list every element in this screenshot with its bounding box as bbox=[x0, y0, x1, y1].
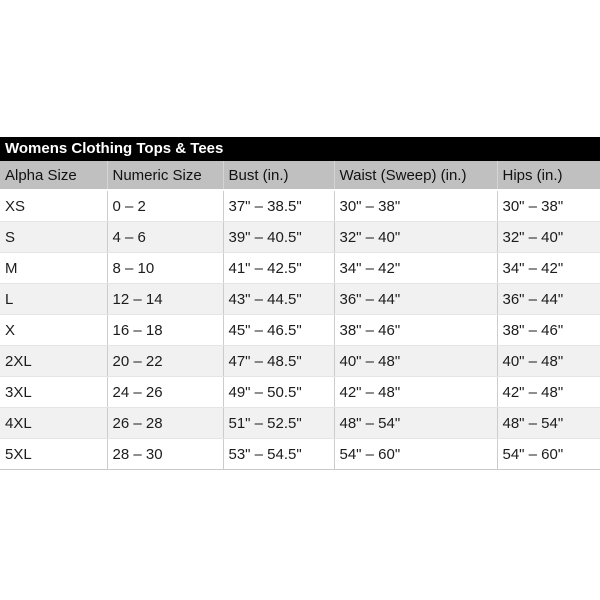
hips-cell: 36" – 44" bbox=[497, 284, 600, 315]
column-header-hips: Hips (in.) bbox=[497, 161, 600, 190]
hips-cell: 30" – 38" bbox=[497, 190, 600, 222]
bust-cell: 45" – 46.5" bbox=[223, 315, 334, 346]
hips-cell: 40" – 48" bbox=[497, 346, 600, 377]
table-row bbox=[0, 439, 600, 470]
table-row bbox=[0, 377, 600, 408]
bust-cell: 43" – 44.5" bbox=[223, 284, 334, 315]
bust-cell: 53" – 54.5" bbox=[223, 439, 334, 470]
hips-cell: 54" – 60" bbox=[497, 439, 600, 470]
table-row bbox=[0, 190, 600, 222]
alpha-cell: X bbox=[0, 315, 107, 346]
waist-cell: 30" – 38" bbox=[334, 190, 497, 222]
size-chart-title: Womens Clothing Tops & Tees bbox=[0, 137, 600, 161]
table-row bbox=[0, 284, 600, 315]
table-row bbox=[0, 315, 600, 346]
size-chart-body bbox=[0, 190, 600, 470]
size-chart-header bbox=[0, 161, 600, 190]
header-row bbox=[0, 161, 600, 190]
waist-cell: 36" – 44" bbox=[334, 284, 497, 315]
table-row bbox=[0, 222, 600, 253]
bust-cell: 47" – 48.5" bbox=[223, 346, 334, 377]
numeric-cell: 12 – 14 bbox=[107, 284, 223, 315]
numeric-cell: 8 – 10 bbox=[107, 253, 223, 284]
column-header-numeric-size: Numeric Size bbox=[107, 161, 223, 190]
table-row bbox=[0, 346, 600, 377]
numeric-cell: 20 – 22 bbox=[107, 346, 223, 377]
waist-cell: 54" – 60" bbox=[334, 439, 497, 470]
hips-cell: 38" – 46" bbox=[497, 315, 600, 346]
hips-cell: 32" – 40" bbox=[497, 222, 600, 253]
alpha-cell: M bbox=[0, 253, 107, 284]
bust-cell: 51" – 52.5" bbox=[223, 408, 334, 439]
alpha-cell: 4XL bbox=[0, 408, 107, 439]
numeric-cell: 24 – 26 bbox=[107, 377, 223, 408]
table-row bbox=[0, 253, 600, 284]
column-header-waist-sweep: Waist (Sweep) (in.) bbox=[334, 161, 497, 190]
size-chart bbox=[0, 137, 600, 470]
alpha-cell: 5XL bbox=[0, 439, 107, 470]
table-row bbox=[0, 408, 600, 439]
numeric-cell: 26 – 28 bbox=[107, 408, 223, 439]
waist-cell: 40" – 48" bbox=[334, 346, 497, 377]
hips-cell: 48" – 54" bbox=[497, 408, 600, 439]
alpha-cell: XS bbox=[0, 190, 107, 222]
alpha-cell: 2XL bbox=[0, 346, 107, 377]
numeric-cell: 4 – 6 bbox=[107, 222, 223, 253]
waist-cell: 34" – 42" bbox=[334, 253, 497, 284]
numeric-cell: 16 – 18 bbox=[107, 315, 223, 346]
hips-cell: 42" – 48" bbox=[497, 377, 600, 408]
bust-cell: 39" – 40.5" bbox=[223, 222, 334, 253]
size-chart-table bbox=[0, 161, 600, 470]
waist-cell: 42" – 48" bbox=[334, 377, 497, 408]
hips-cell: 34" – 42" bbox=[497, 253, 600, 284]
waist-cell: 32" – 40" bbox=[334, 222, 497, 253]
bust-cell: 41" – 42.5" bbox=[223, 253, 334, 284]
column-header-alpha-size: Alpha Size bbox=[0, 161, 107, 190]
waist-cell: 38" – 46" bbox=[334, 315, 497, 346]
numeric-cell: 0 – 2 bbox=[107, 190, 223, 222]
waist-cell: 48" – 54" bbox=[334, 408, 497, 439]
numeric-cell: 28 – 30 bbox=[107, 439, 223, 470]
alpha-cell: L bbox=[0, 284, 107, 315]
bust-cell: 49" – 50.5" bbox=[223, 377, 334, 408]
alpha-cell: 3XL bbox=[0, 377, 107, 408]
column-header-bust: Bust (in.) bbox=[223, 161, 334, 190]
alpha-cell: S bbox=[0, 222, 107, 253]
bust-cell: 37" – 38.5" bbox=[223, 190, 334, 222]
